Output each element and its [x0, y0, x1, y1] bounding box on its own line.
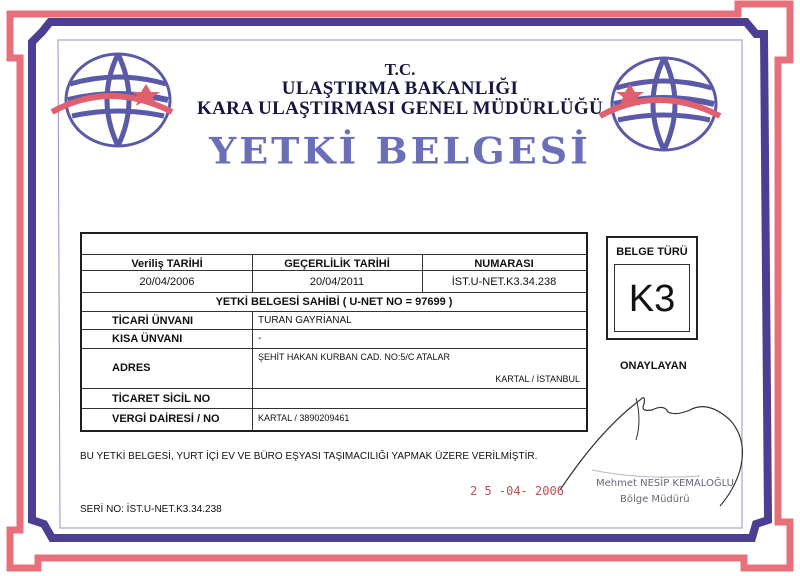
- document-type-label: BELGE TÜRÜ: [616, 246, 688, 258]
- col-validity-date-header: GEÇERLİLİK TARİHİ: [284, 258, 390, 270]
- certificate-statement: BU YETKİ BELGESİ, YURT İÇİ EV VE BÜRO EŞYASI TAŞIMACILIĞI YAPMAK ÜZERE VERİLMİŞTİR.: [80, 451, 538, 462]
- tax-office-value: KARTAL / 3890209461: [258, 413, 350, 423]
- serial-number: SERİ NO: İST.U-NET.K3.34.238: [80, 504, 222, 515]
- document-type-value: K3: [614, 264, 690, 332]
- stamp-mark: [592, 470, 700, 477]
- col-issue-date-header: Veriliş TARİHİ: [131, 258, 203, 270]
- header-directorate: KARA ULAŞTIRMASI GENEL MÜDÜRLÜĞÜ: [196, 98, 603, 119]
- header-ministry: ULAŞTIRMA BAKANLIĞI: [281, 78, 519, 99]
- trade-registry-label: TİCARET SİCİL NO: [112, 393, 211, 405]
- col-number-header: NUMARASI: [474, 258, 534, 270]
- stamp-date: 2 5 -04- 2006: [470, 484, 564, 498]
- header-tc: T.C.: [384, 60, 416, 79]
- short-name-value: -: [258, 333, 262, 344]
- certificate-number: İST.U-NET.K3.34.238: [451, 276, 557, 288]
- address-line2: KARTAL / İSTANBUL: [495, 374, 580, 384]
- approval-label: ONAYLAYAN: [620, 360, 687, 372]
- trade-name-value: TURAN GAYRİANAL: [258, 315, 352, 326]
- holder-heading: YETKİ BELGESİ SAHİBİ ( U-NET NO = 97699 ): [215, 296, 453, 308]
- info-table: [80, 232, 588, 432]
- short-name-label: KISA ÜNVANI: [112, 333, 183, 345]
- signer-name: Mehmet NESİP KEMALOĞLU: [596, 478, 734, 489]
- validity-date: 20/04/2011: [309, 276, 365, 288]
- document-title: YETKİ BELGESİ: [209, 129, 591, 172]
- signer-title: Bölge Müdürü: [620, 494, 690, 505]
- tax-office-label: VERGİ DAİRESİ / NO: [112, 413, 220, 425]
- address-line1: ŞEHİT HAKAN KURBAN CAD. NO:5/C ATALAR: [258, 352, 451, 362]
- address-label: ADRES: [112, 362, 151, 374]
- issue-date: 20/04/2006: [139, 276, 195, 288]
- trade-name-label: TİCARİ ÜNVANI: [112, 315, 194, 327]
